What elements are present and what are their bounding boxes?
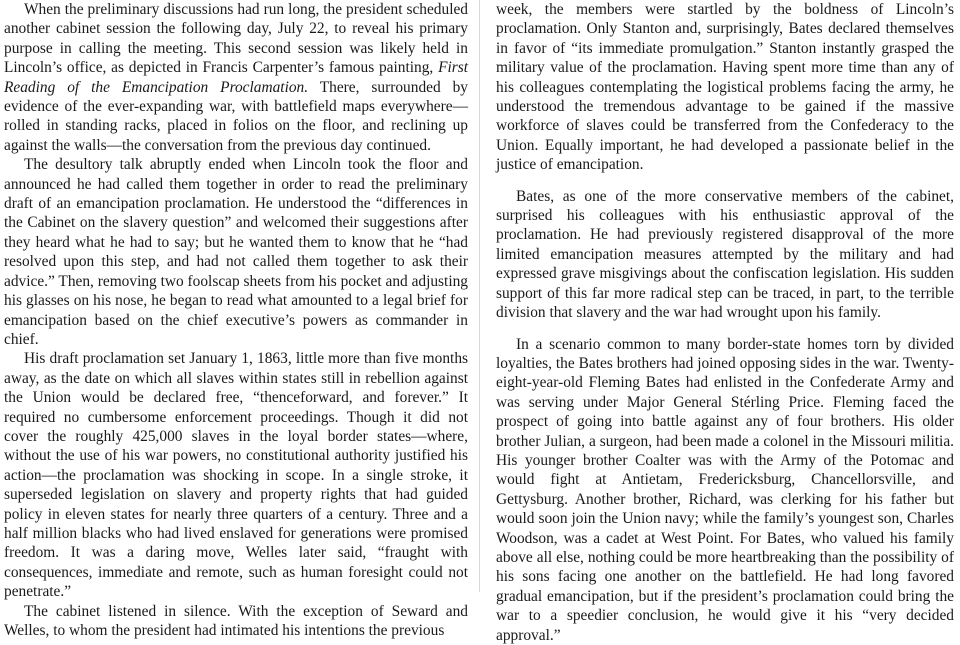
paragraph: His draft proclamation set January 1, 1863, little more than five months away, as the date on which all slaves within states still in rebellion against the Union would be declared free, “thenceforward, and forever.” It required no cumbersome enforcement proceedings. Though it did not cover the roughly 425,000 slaves in the loyal border states—where, without the use of his war powers, no constitutional authority justified his action—the proclamation was shocking in scope. In a single stroke, it superseded legislation on slavery and property rights that had guided policy in eleven states for nearly three quarters of a century. Three and a half million blacks who had lived enslaved for generations were promised freedom. It was a daring move, Welles later said, “fraught with consequences, immediate and remote, such as human foresight could not penetrate.” [4,349,468,601]
paragraph-text: There, surrounded by evidence of the ever-expanding war, with battlefield maps everywhere—rolled in standing racks, placed in folios on the floor, and reclining up against the walls—the conversation from the previous day continued. [4,79,468,154]
page-gutter [479,0,480,592]
left-page [4,0,468,592]
paragraph [4,0,468,155]
paragraph-text: When the preliminary discussions had run long, the president scheduled another cabinet session the following day, July 22, to reveal his primary purpose in calling the meeting. This second session was likely held in Lincoln’s office, as depicted in Francis Carpenter’s famous painting, [4,1,468,76]
paragraph: In a scenario common to many border-state homes torn by divided loyalties, the Bates brothers had joined opposing sides in the war. Twenty-eight-year-old Fleming Bates had enlisted in the Confederate Army and was serving under Major General Stérling Price. Fleming faced the prospect of going into battle against any of four brothers. His older brother Julian, a surgeon, had been made a colonel in the Missouri militia. His younger brother Coalter was with the Army of the Potomac and would fight at Antietam, Fredericksburg, Chancellorsville, and Gettysburg. Another brother, Richard, was clerking for his father but would soon join the Union navy; while the family’s youngest son, Charles Woodson, was a cadet at West Point. For Bates, who valued his family above all else, nothing could be more heartbreaking than the possibility of his sons facing one another on the battlefield. He had long favored gradual emancipation, but if the president’s proclamation could bring the war to a speedier conclusion, he would give it his “very decided approval.” [496,335,954,645]
paragraph: The cabinet listened in silence. With the exception of Seward and Welles, to whom the president had intimated his intentions the previous [4,602,468,641]
painting-title: First Reading of the Emancipation Proclamation. [4,59,468,95]
paragraph-continued: week, the members were startled by the boldness of Lincoln’s proclamation. Only Stanton and, surprisingly, Bates declared themselves in favor of “its immediate promulgation.” Stanton instantly grasped the military value of the proclamation. Having spent more time than any of his colleagues contemplating the logistical problems facing the army, he understood the tremendous advantage to be gained if the massive workforce of slaves could be transferred from the Confederacy to the Union. Equally important, he had developed a passionate belief in the justice of emancipation. [496,0,954,175]
paragraph: The desultory talk abruptly ended when Lincoln took the floor and announced he had called them together in order to read the preliminary draft of an emancipation proclamation. He understood the “differences in the Cabinet on the slavery question” and welcomed their suggestions after they heard what he had to say; but he wanted them to know that he “had resolved upon this step, and had not called them together to ask their advice.” Then, removing two foolscap sheets from his pocket and adjusting his glasses on his nose, he began to read what amounted to a legal brief for emancipation based on the chief executive’s powers as commander in chief. [4,155,468,349]
right-page [496,0,954,592]
paragraph: Bates, as one of the more conservative members of the cabinet, surprised his colleagues with his enthusiastic approval of the proclamation. He had previously registered disapproval of the more limited emancipation measures attempted by the military and had expressed grave misgivings about the confiscation legislation. His sudden support of this far more radical step can be traced, in part, to the terrible division that slavery and the war had wrought upon his family. [496,187,954,323]
